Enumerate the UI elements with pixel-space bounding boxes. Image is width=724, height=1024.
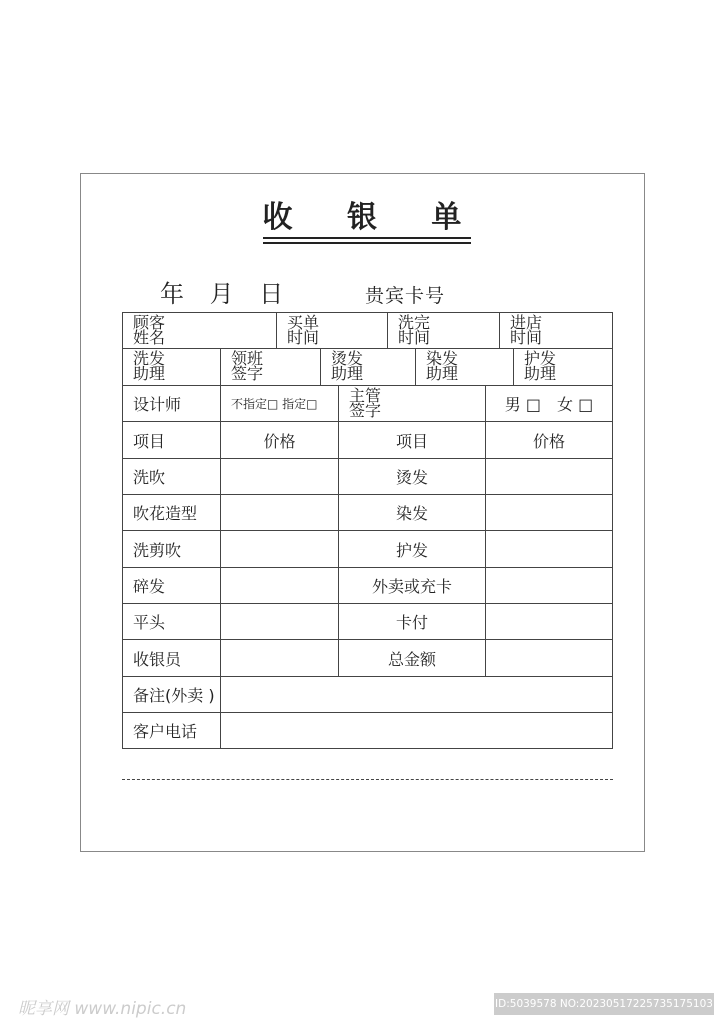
date-label: 年 月 日 bbox=[160, 280, 284, 308]
designer-field[interactable] bbox=[122, 385, 221, 422]
vip-card-label: 贵宾卡号 bbox=[365, 285, 446, 307]
supervisor-field-label: 主管 bbox=[349, 386, 382, 405]
price-input[interactable] bbox=[220, 567, 339, 604]
header-field-label: 时间 bbox=[398, 328, 431, 347]
assistant-field-label: 领班 bbox=[231, 349, 264, 368]
item-name-label: 外卖或充卡 bbox=[371, 577, 452, 596]
designer-field-label: 设计师 bbox=[133, 395, 182, 414]
item-name-label: 卡付 bbox=[395, 613, 428, 632]
price-input[interactable] bbox=[220, 603, 339, 640]
item-name-label: 吹花造型 bbox=[133, 504, 198, 523]
item-name[interactable] bbox=[338, 530, 486, 568]
gender-checkboxes-label: 男 □ 女 □ bbox=[504, 395, 594, 414]
assistant-field[interactable] bbox=[513, 348, 613, 386]
item-name-label: 护发 bbox=[395, 540, 428, 560]
watermark: 昵享网 www.nipic.cn bbox=[18, 999, 187, 1019]
price-input[interactable] bbox=[220, 458, 339, 495]
item-header[interactable] bbox=[338, 421, 486, 459]
assistant-field[interactable] bbox=[415, 348, 514, 386]
header-field[interactable] bbox=[499, 312, 613, 349]
header-field-label: 买单 bbox=[287, 313, 320, 332]
header-field[interactable] bbox=[276, 312, 388, 349]
item-name[interactable] bbox=[338, 458, 486, 495]
assistant-field-label: 助理 bbox=[524, 364, 557, 383]
supervisor-field[interactable] bbox=[338, 385, 486, 422]
header-field[interactable] bbox=[122, 312, 277, 349]
assistant-field-label: 助理 bbox=[133, 364, 166, 383]
assistant-field-label: 助理 bbox=[331, 364, 364, 383]
assistant-field-label: 助理 bbox=[426, 364, 459, 383]
item-header[interactable] bbox=[122, 421, 221, 459]
item-name-label: 染发 bbox=[395, 504, 428, 523]
item-name[interactable] bbox=[338, 603, 486, 640]
price-input[interactable] bbox=[220, 494, 339, 531]
image-id: ID:5039578 NO:20230517225735175103 bbox=[494, 993, 714, 1015]
header-field-label: 进店 bbox=[510, 313, 543, 332]
title-underline bbox=[263, 237, 471, 239]
price-input[interactable] bbox=[485, 567, 613, 604]
price-input[interactable] bbox=[220, 639, 339, 677]
assistant-field[interactable] bbox=[220, 348, 321, 386]
gender-checkboxes[interactable] bbox=[485, 385, 613, 422]
assistant-field-label: 烫发 bbox=[331, 349, 364, 368]
phone-label-label: 客户电话 bbox=[133, 722, 198, 741]
item-name[interactable] bbox=[122, 458, 221, 495]
item-name-label: 碎发 bbox=[133, 577, 166, 596]
item-name-label: 总金额 bbox=[387, 649, 436, 669]
header-field[interactable] bbox=[387, 312, 500, 349]
assistant-field[interactable] bbox=[320, 348, 416, 386]
item-name[interactable] bbox=[338, 567, 486, 604]
item-name[interactable] bbox=[338, 639, 486, 677]
item-name[interactable] bbox=[122, 567, 221, 604]
header-field-label: 顾客 bbox=[133, 313, 166, 332]
item-name[interactable] bbox=[122, 603, 221, 640]
price-input[interactable] bbox=[220, 530, 339, 568]
designate-checkboxes-label: 不指定□ 指定□ bbox=[231, 397, 318, 411]
price-input[interactable] bbox=[485, 603, 613, 640]
item-name-label: 烫发 bbox=[395, 468, 428, 487]
notes-label[interactable] bbox=[122, 676, 221, 713]
title-underline bbox=[263, 242, 471, 244]
price-input[interactable] bbox=[485, 494, 613, 531]
assistant-field-label: 洗发 bbox=[133, 349, 166, 368]
notes-input[interactable] bbox=[220, 676, 613, 713]
price-input[interactable] bbox=[485, 639, 613, 677]
header-field-label: 洗完 bbox=[398, 313, 431, 332]
price-header-label: 价格 bbox=[263, 431, 296, 451]
item-header-label: 项目 bbox=[133, 431, 166, 451]
item-name[interactable] bbox=[338, 494, 486, 531]
item-header-label: 项目 bbox=[395, 431, 428, 451]
item-name[interactable] bbox=[122, 530, 221, 568]
page-title: 收 银 单 bbox=[262, 200, 484, 235]
notes-label-label: 备注(外卖 ) bbox=[133, 686, 215, 705]
assistant-field-label: 染发 bbox=[426, 349, 459, 368]
price-input[interactable] bbox=[485, 530, 613, 568]
supervisor-field-label: 签字 bbox=[349, 401, 382, 420]
item-name[interactable] bbox=[122, 494, 221, 531]
header-field-label: 时间 bbox=[287, 328, 320, 347]
assistant-field-label: 护发 bbox=[524, 349, 557, 368]
item-name-label: 平头 bbox=[133, 613, 166, 632]
item-name-label: 洗剪吹 bbox=[133, 540, 182, 560]
header-field-label: 姓名 bbox=[133, 328, 166, 347]
assistant-field[interactable] bbox=[122, 348, 221, 386]
header-field-label: 时间 bbox=[510, 328, 543, 347]
price-header[interactable] bbox=[220, 421, 339, 459]
price-header[interactable] bbox=[485, 421, 613, 459]
assistant-field-label: 签字 bbox=[231, 364, 264, 383]
item-name-label: 洗吹 bbox=[133, 468, 166, 487]
tear-line bbox=[122, 779, 613, 780]
price-input[interactable] bbox=[485, 458, 613, 495]
price-header-label: 价格 bbox=[532, 431, 565, 451]
designate-checkboxes[interactable] bbox=[220, 385, 339, 422]
item-name[interactable] bbox=[122, 639, 221, 677]
phone-input[interactable] bbox=[220, 712, 613, 749]
item-name-label: 收银员 bbox=[133, 649, 182, 669]
phone-label[interactable] bbox=[122, 712, 221, 749]
